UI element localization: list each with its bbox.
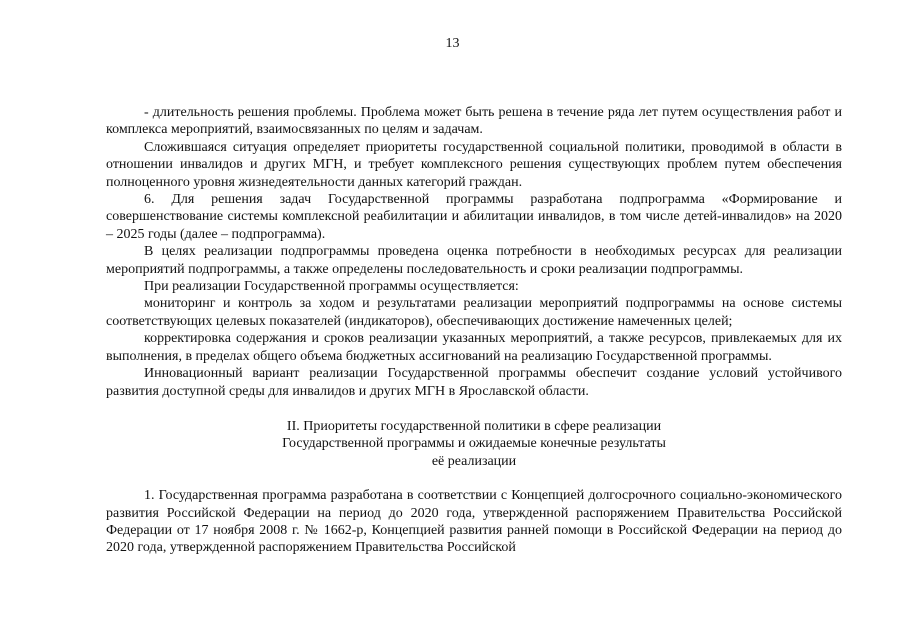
document-body [106, 104, 842, 557]
paragraph-problem-duration: - длительность решения проблемы. Проблема может быть решена в течение ряда лет путем осуществления работ и комплекса мероприятий, взаимосвязанных по целям и задачам. [106, 105, 842, 138]
paragraph-current-situation: Сложившаяся ситуация определяет приоритеты государственной социальной политики, проводимой в области в отношении инвалидов и других МГН, и требует комплексного решения существующих проблем путем обеспечения полноценного уровня жизнедеятельности данных категорий граждан. [106, 139, 842, 190]
section-heading-line-2: Государственной программы и ожидаемые конечные результаты [282, 436, 666, 452]
page-number: 13 [445, 36, 460, 51]
section-heading-line-1: II. Приоритеты государственной политики в сфере реализации [286, 418, 662, 434]
paragraph-subprogram: 6. Для решения задач Государственной программы разработана подпрограмма «Формирование и совершенствование системы комплексной реабилитации и абилитации инвалидов, в том числе детей-инвалидов» на 2020 – 2025 годы (далее – подпрограмма). [106, 192, 842, 242]
paragraph-monitoring: мониторинг и контроль за ходом и результатами реализации мероприятий подпрограммы на основе системы соответствующих целевых показателей (индикаторов), обеспечивающих достижение намеченных целей; [106, 296, 842, 329]
section-body [106, 487, 842, 557]
paragraph-adjustment: корректировка содержания и сроков реализации указанных мероприятий, а также ресурсов, привлекаемых для их выполнения, в пределах общего объема бюджетных ассигнований на реализацию Государственной программы. [106, 331, 842, 364]
paragraph-implementation-intro: При реализации Государственной программы осуществляется: [144, 279, 519, 295]
section-heading [106, 418, 842, 470]
paragraph-innovation: Инновационный вариант реализации Государственной программы обеспечит создание условий устойчивого развития доступной среды для инвалидов и других МГН в Ярославской области. [106, 366, 842, 399]
section-heading-line-3: её реализации [431, 453, 517, 469]
paragraph-program-basis: 1. Государственная программа разработана в соответствии с Концепцией долгосрочного социально-экономического развития Российской Федерации на период до 2020 года, утвержденной распоряжением Правительства Российской Федерации от 17 ноября 2008 г. № 1662-р, Концепцией развития ранней помощи в Российской Федерации на период до 2020 года, утвержденной распоряжением Правительства Российской [106, 488, 842, 556]
paragraph-resource-assessment: В целях реализации подпрограммы проведена оценка потребности в необходимых ресурсах для реализации мероприятий подпрограммы, а также определены последовательность и сроки реализации подпрограммы. [106, 244, 842, 277]
